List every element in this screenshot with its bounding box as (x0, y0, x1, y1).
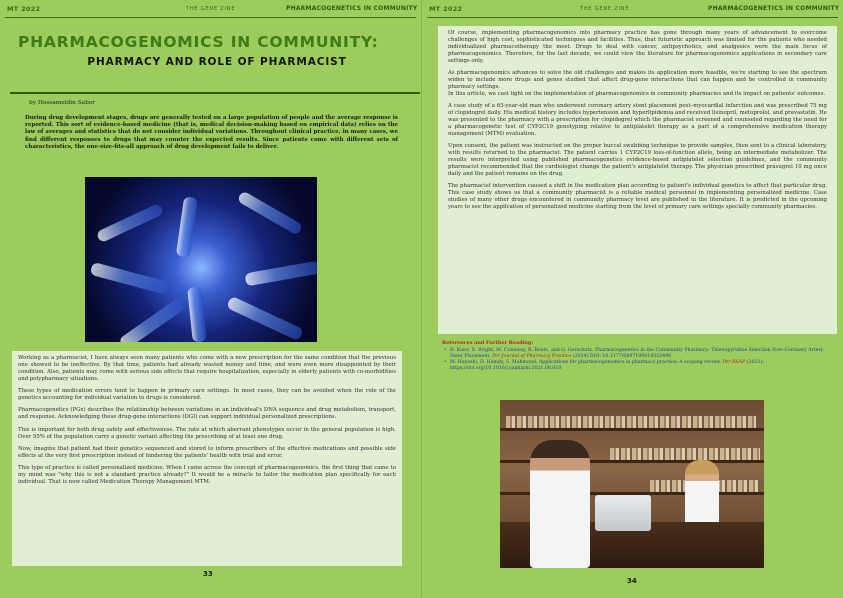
reference-link[interactable]: (2021): https://doi.org/10.1016/j.sapharm.2021.08.010 (450, 360, 764, 371)
right-header (422, 0, 843, 18)
reference-text: M. Hayashi, D. Hamdy, S. Mahmoud. Applications for pharmacogenomics in pharmacy practice: A scoping review. (450, 360, 722, 365)
title-rule (10, 92, 420, 94)
article-title: PHARMACOGENOMICS IN COMMUNITY: (18, 33, 379, 51)
issue-label: MT 2022 (429, 5, 463, 13)
right-page (422, 0, 843, 598)
body-paragraph: Now, imagine that patient had their genetics sequenced and stored to inform prescribers of the effective medications and possible side effects at the very first prescription instead of hindering the patients' health with trial and error. (18, 446, 396, 459)
body-paragraph: The pharmacist intervention caused a shift in the medication plan according to patient's individual genetics to affect that particular drug. This case study shows us that a community pharmacist is a reliable medical personnel in implementing personalized medicine. Case studies of many other drugs encountered in community pharmacy level are published in the literature. It is predicted in the upcoming years to see the application of personalized medicine starting from the level of primary care settings specially community pharmacies. (448, 183, 827, 210)
left-text-box (12, 351, 402, 566)
references-heading: References and Further Reading: (442, 340, 534, 346)
header-rule (427, 17, 838, 18)
reference-journal: Per RSAP (722, 360, 746, 365)
reference-text: D. Kisor, D. Bright, M. Conaway, B. Bouts, and G. Gerschutz. Pharmacogenetics in the Community Pharmacy: Thienopyridine Selection Post–Coronary Artery Stent Placement. (450, 348, 824, 359)
reference-journal: Per Journal of Pharmacy Practice (492, 354, 572, 359)
body-paragraph: These types of medication errors tend to happen in primary care settings. In most cases, they can be avoided when the role of the genetics accounting for individual variation to drugs is considered. (18, 388, 396, 402)
left-header (0, 0, 421, 18)
intro-paragraph: During drug development stages, drugs are generally tested on a large population of people and the average response is reported. This sort of evidence-based medicine (that is, medical decision-making based on empirical data) relies on the law of averages and statistics that do not consider individual variations. Throughout clinical practice, in many cases, we find different responses to drugs that may counter the expected results. Since patients come with different sets of characteristics, the one-size-fits-all approach of drug development fails to deliver. (25, 115, 398, 150)
section-label: PHARMACOGENETICS IN COMMUNITY (286, 5, 418, 12)
body-paragraph: Upon consent, the patient was instructed on the proper buccal swabbing technique to provide samples, then sent to a clinical laboratory, with results returned to the pharmacist. The patient carries 1 CYP2C19 loss-of-function allele, being an intermediate metabolizer. The results were interpreted using published pharmacogenetics evidence-based antiplatelet selection guidelines, and the community pharmacist recommended that the cardiologist change the patient's antiplatelet therapy. The physician prescribed prasugrel 10 mg once daily and the patient remains on the drug. (448, 143, 827, 177)
body-paragraph: As pharmacogenomics advances to solve the old challenges and makes its application more feasible, we're starting to see the spectrum widen to include more drugs and genes studied that affect drug-gene interactions that can happen and be controlled in community pharmacy settings. In this article, we cast light on the implementation of pharmacogenomics in community pharmacies and its impact on patients' outcomes. (448, 70, 827, 97)
left-page (0, 0, 421, 598)
article-subtitle: PHARMACY AND ROLE OF PHARMACIST (87, 56, 347, 68)
references-section (442, 340, 832, 372)
body-paragraph: Pharmacogenetics (PGx) describes the relationship between variations in an individual's DNA sequence and drug metabolism, transport, and response. Acknowledging these drug-gene interactions (DGI) can support individual personalized prescriptions. (18, 407, 396, 421)
body-paragraph: A case study of a 65-year-old man who underwent coronary artery stent placement post–myocardial infarction and was prescribed 75 mg of clopidogrel daily. His medical history includes hypertension and hyperlipidemia and received lisinopril, metoprolol, and pravastatin. He was presented to the pharmacy with a prescription for clopidogrel which the pharmacist screened and counseled regarding the need for a pharmacogenetic test of CYP2C19 genotyping relative to antiplatelet therapy as a part of a comprehensive medication therapy management (MTM) evaluation. (448, 103, 827, 137)
pharmacists-in-pharmacy-photo (500, 400, 764, 568)
reference-item (442, 360, 832, 372)
header-rule (5, 17, 416, 18)
section-label: PHARMACOGENETICS IN COMMUNITY (708, 5, 840, 12)
reference-item (442, 348, 832, 360)
page-number-left: 33 (203, 570, 213, 578)
byline: by Hossameldin Saber (29, 100, 96, 106)
body-paragraph: Of course, implementing pharmacogenomics into pharmacy practice has gone through many years of advancement to overcome challenges of high cost, sophisticated techniques and facilities. Thus, that futuristic approach was limited for the patients who needed individualized pharmacotherapy the most. Drugs to deal with cancer, antipsychotics, and analgesics were the main focus of pharmacogenomics. Therefore, for the last decade, we could view the literature for pharmacogenomics applications in secondary care settings only. (448, 30, 827, 64)
body-paragraph: This is important for both drug safety and effectiveness. The rate at which aberrant phenotypes occur in the general population is high. Over 95% of the population carry a genetic variant affecting the prescribing of at least one drug. (18, 426, 396, 440)
page-number-right: 34 (627, 577, 637, 585)
right-text-box (438, 26, 837, 334)
zine-label: THE GENE ZINE (186, 6, 236, 12)
issue-label: MT 2022 (7, 5, 41, 13)
body-paragraph: Working as a pharmacist, I have always seen many patients who come with a new prescription for the same condition that the previous one showed to be ineffective. By that time, patients had already wasted money and time, and were even more disappointed by their condition. Also, patients may come with serious side effects that require hospitalization, especially in elderly patients with co-morbidities and polypharmacy situations. (18, 355, 396, 382)
reference-link[interactable]: (2014) DOI: 10.1177/0897190014522496 (572, 354, 672, 359)
blue-test-tubes-photo (85, 177, 317, 342)
body-paragraph: This type of practice is called personalized medicine. When I came across the concept of pharmacogenomics, the first thing that came to my mind was "why this is not a standard practice already?" It would be a miracle to tailor the medication plan specifically for each individual. That is now called Medication Therapy Management MTM. (18, 465, 396, 486)
zine-label: THE GENE ZINE (580, 6, 630, 12)
